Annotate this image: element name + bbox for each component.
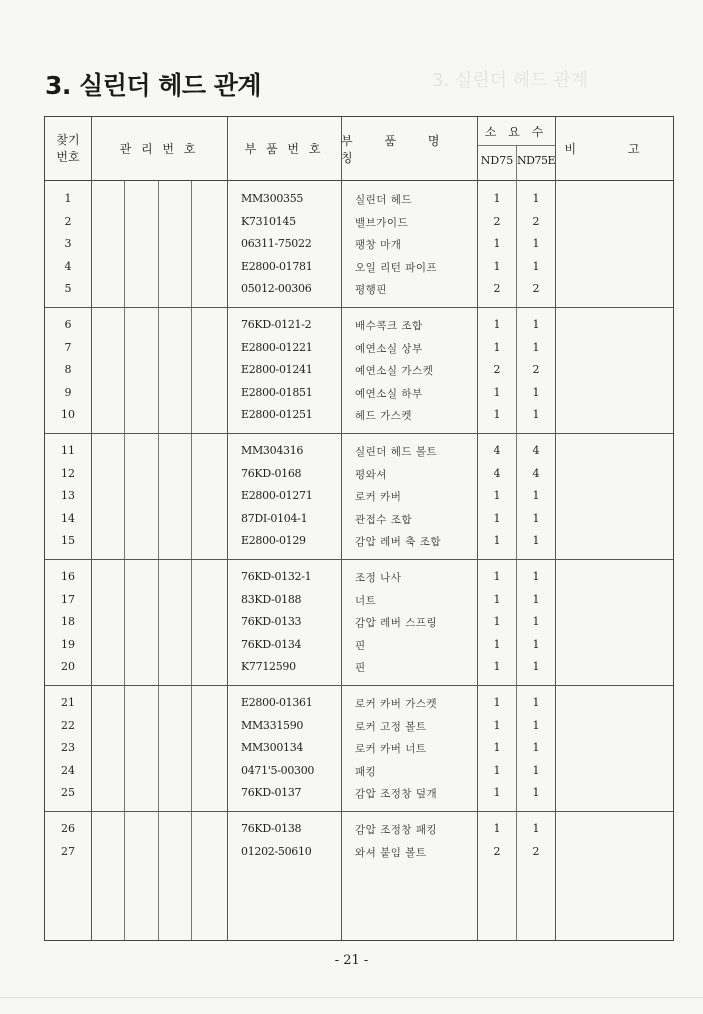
row-qty-nd75e: 1 bbox=[532, 741, 540, 755]
row-part-code: E2800-01241 bbox=[241, 363, 313, 377]
row-part-code: MM331590 bbox=[241, 718, 304, 732]
row-qty-nd75e: 2 bbox=[532, 363, 540, 377]
row-part-name: 배수콕크 조합 bbox=[355, 320, 423, 332]
row-qty-nd75e: 1 bbox=[532, 696, 540, 709]
group-separator bbox=[45, 559, 673, 560]
row-index: 3 bbox=[64, 237, 72, 251]
col-divider bbox=[191, 181, 192, 940]
row-index: 22 bbox=[61, 718, 75, 732]
row-index: 2 bbox=[64, 214, 72, 228]
row-part-code: E2800-01271 bbox=[241, 489, 313, 503]
row-index: 1 bbox=[64, 192, 72, 205]
row-part-name: 너트 bbox=[355, 594, 377, 607]
row-part-name: 감압 조정창 덮개 bbox=[355, 788, 438, 801]
row-qty-nd75: 1 bbox=[493, 741, 501, 755]
row-part-name: 예연소실 하부 bbox=[355, 387, 423, 400]
row-part-name: 실린더 헤드 볼트 bbox=[355, 446, 438, 458]
row-qty-nd75e: 1 bbox=[532, 570, 540, 583]
col-divider bbox=[91, 117, 92, 940]
row-part-code: MM304316 bbox=[241, 444, 304, 457]
row-qty-nd75e: 2 bbox=[532, 214, 540, 228]
row-part-code: K7712590 bbox=[241, 660, 296, 674]
row-qty-nd75e: 4 bbox=[532, 444, 540, 457]
col-divider bbox=[158, 181, 159, 940]
row-qty-nd75: 1 bbox=[493, 534, 501, 548]
row-part-name: 평행핀 bbox=[355, 284, 387, 297]
row-qty-nd75e: 1 bbox=[532, 786, 540, 800]
bleed-through-text: 3. 실린더 헤드 관계 bbox=[432, 70, 589, 91]
row-qty-nd75: 1 bbox=[493, 385, 501, 399]
row-qty-nd75e: 1 bbox=[532, 660, 540, 674]
row-qty-nd75e: 1 bbox=[532, 192, 540, 205]
row-qty-nd75e: 2 bbox=[532, 282, 540, 296]
row-part-name: 예연소실 가스켓 bbox=[355, 365, 434, 378]
row-index: 10 bbox=[61, 408, 75, 422]
table-header bbox=[45, 117, 673, 181]
row-qty-nd75e: 2 bbox=[532, 844, 540, 858]
row-part-name: 로커 고정 볼트 bbox=[355, 720, 427, 733]
row-qty-nd75: 1 bbox=[493, 592, 501, 606]
row-part-name: 예연소실 상부 bbox=[355, 342, 423, 355]
row-part-name: 헤드 가스켓 bbox=[355, 410, 413, 423]
header-part-no: 부 품 번 호 bbox=[244, 142, 324, 156]
row-index: 15 bbox=[61, 534, 75, 548]
header-index-label: 찾기 번호 bbox=[56, 132, 80, 164]
row-qty-nd75: 1 bbox=[493, 822, 501, 835]
row-qty-nd75: 1 bbox=[493, 696, 501, 709]
row-index: 11 bbox=[61, 444, 75, 457]
row-index: 16 bbox=[61, 570, 75, 583]
row-index: 21 bbox=[61, 696, 75, 709]
row-index: 27 bbox=[61, 844, 75, 858]
row-qty-nd75e: 1 bbox=[532, 822, 540, 835]
row-part-code: E2800-01361 bbox=[241, 696, 313, 709]
row-part-name: 로커 카버 가스켓 bbox=[355, 698, 438, 710]
row-index: 19 bbox=[61, 637, 75, 651]
row-index: 9 bbox=[64, 385, 72, 399]
header-part-name: 부 품 명 칭 bbox=[341, 133, 454, 165]
row-qty-nd75: 2 bbox=[493, 844, 501, 858]
header-qty-nd75: ND75 bbox=[480, 154, 514, 167]
row-qty-nd75e: 1 bbox=[532, 259, 540, 273]
row-index: 8 bbox=[64, 363, 72, 377]
row-index: 23 bbox=[61, 741, 75, 755]
row-part-code: K7310145 bbox=[241, 214, 296, 228]
row-index: 6 bbox=[64, 318, 72, 331]
row-qty-nd75: 4 bbox=[493, 444, 501, 457]
row-part-name: 실린더 헤드 bbox=[355, 194, 413, 206]
row-qty-nd75e: 1 bbox=[532, 592, 540, 606]
row-part-code: 76KD-0121-2 bbox=[241, 318, 312, 331]
row-part-name: 패킹 bbox=[355, 765, 377, 778]
row-part-code: 76KD-0138 bbox=[241, 822, 302, 835]
row-index: 24 bbox=[61, 763, 75, 777]
col-divider bbox=[555, 117, 556, 940]
row-part-code: 06311-75022 bbox=[241, 237, 312, 251]
row-part-name: 감압 레버 축 조합 bbox=[355, 536, 442, 549]
row-qty-nd75: 1 bbox=[493, 763, 501, 777]
row-qty-nd75: 1 bbox=[493, 259, 501, 273]
row-qty-nd75: 2 bbox=[493, 282, 501, 296]
col-divider bbox=[341, 117, 342, 940]
row-qty-nd75e: 1 bbox=[532, 385, 540, 399]
row-part-code: 05012-00306 bbox=[241, 282, 312, 296]
col-divider bbox=[477, 117, 478, 940]
row-index: 13 bbox=[61, 489, 75, 503]
row-part-code: MM300355 bbox=[241, 192, 304, 205]
row-part-code: E2800-01221 bbox=[241, 340, 313, 354]
page-number: - 21 - bbox=[334, 953, 369, 968]
row-qty-nd75e: 1 bbox=[532, 615, 540, 629]
row-part-code: 76KD-0168 bbox=[241, 466, 302, 480]
row-qty-nd75e: 4 bbox=[532, 466, 540, 480]
row-part-code: 76KD-0137 bbox=[241, 786, 302, 800]
row-index: 12 bbox=[61, 466, 75, 480]
row-qty-nd75e: 1 bbox=[532, 718, 540, 732]
row-index: 26 bbox=[61, 822, 75, 835]
row-qty-nd75e: 1 bbox=[532, 637, 540, 651]
page-title: 3. 실린더 헤드 관계 bbox=[45, 71, 262, 100]
row-qty-nd75: 1 bbox=[493, 637, 501, 651]
row-qty-nd75: 1 bbox=[493, 489, 501, 503]
row-part-name: 감압 조정창 패킹 bbox=[355, 824, 438, 836]
group-separator bbox=[45, 685, 673, 686]
row-qty-nd75e: 1 bbox=[532, 408, 540, 422]
row-index: 25 bbox=[61, 786, 75, 800]
col-divider bbox=[124, 181, 125, 940]
row-index: 5 bbox=[64, 282, 72, 296]
row-index: 14 bbox=[61, 511, 75, 525]
row-qty-nd75: 1 bbox=[493, 237, 501, 251]
row-part-code: MM300134 bbox=[241, 741, 304, 755]
row-part-name: 오일 리턴 파이프 bbox=[355, 261, 438, 274]
header-index bbox=[45, 117, 91, 180]
row-part-code: 87DI-0104-1 bbox=[241, 511, 308, 525]
row-qty-nd75: 1 bbox=[493, 192, 501, 205]
row-part-name: 로커 카버 bbox=[355, 491, 402, 504]
row-part-name: 와셔 붙임 볼트 bbox=[355, 846, 427, 859]
row-part-code: 0471'5-00300 bbox=[241, 763, 315, 777]
row-part-code: 01202-50610 bbox=[241, 844, 312, 858]
row-qty-nd75: 1 bbox=[493, 786, 501, 800]
row-index: 7 bbox=[64, 340, 72, 354]
row-qty-nd75e: 1 bbox=[532, 489, 540, 503]
row-qty-nd75e: 1 bbox=[532, 763, 540, 777]
row-part-code: 76KD-0133 bbox=[241, 615, 302, 629]
row-qty-nd75: 4 bbox=[493, 466, 501, 480]
group-separator bbox=[45, 307, 673, 308]
row-qty-nd75: 1 bbox=[493, 660, 501, 674]
row-qty-nd75e: 1 bbox=[532, 237, 540, 251]
row-qty-nd75: 2 bbox=[493, 363, 501, 377]
row-part-code: 83KD-0188 bbox=[241, 592, 302, 606]
row-qty-nd75: 2 bbox=[493, 214, 501, 228]
row-qty-nd75: 1 bbox=[493, 340, 501, 354]
row-part-code: E2800-01781 bbox=[241, 259, 313, 273]
row-part-name: 관접수 조합 bbox=[355, 513, 413, 526]
row-part-name: 밸브가이드 bbox=[355, 216, 409, 229]
row-qty-nd75: 1 bbox=[493, 718, 501, 732]
row-qty-nd75e: 1 bbox=[532, 511, 540, 525]
header-remark: 비 고 bbox=[564, 142, 664, 156]
parts-table bbox=[44, 116, 674, 941]
row-qty-nd75: 1 bbox=[493, 511, 501, 525]
row-qty-nd75: 1 bbox=[493, 408, 501, 422]
row-index: 20 bbox=[61, 660, 75, 674]
row-part-name: 핀 bbox=[355, 639, 366, 652]
row-part-code: 76KD-0134 bbox=[241, 637, 302, 651]
row-part-name: 조정 나사 bbox=[355, 572, 402, 584]
row-index: 17 bbox=[61, 592, 75, 606]
row-qty-nd75: 1 bbox=[493, 318, 501, 331]
header-quantity: 소 요 수 bbox=[484, 124, 548, 139]
row-part-code: E2800-01251 bbox=[241, 408, 313, 422]
row-qty-nd75e: 1 bbox=[532, 534, 540, 548]
row-qty-nd75: 1 bbox=[493, 615, 501, 629]
row-part-code: 76KD-0132-1 bbox=[241, 570, 312, 583]
row-part-name: 평와셔 bbox=[355, 468, 387, 481]
col-divider bbox=[516, 145, 517, 940]
header-management-no: 관 리 번 호 bbox=[119, 142, 199, 156]
row-index: 4 bbox=[64, 259, 72, 273]
group-separator bbox=[45, 433, 673, 434]
row-index: 18 bbox=[61, 615, 75, 629]
row-part-name: 로커 카버 너트 bbox=[355, 743, 427, 756]
row-part-name: 팽창 마개 bbox=[355, 239, 402, 252]
group-separator bbox=[45, 811, 673, 812]
row-qty-nd75e: 1 bbox=[532, 340, 540, 354]
row-part-name: 핀 bbox=[355, 662, 366, 675]
page-edge-line bbox=[0, 997, 703, 998]
row-qty-nd75: 1 bbox=[493, 570, 501, 583]
row-part-code: E2800-0129 bbox=[241, 534, 306, 548]
col-divider bbox=[227, 117, 228, 940]
row-part-name: 감압 레버 스프링 bbox=[355, 617, 438, 630]
row-part-code: E2800-01851 bbox=[241, 385, 313, 399]
row-qty-nd75e: 1 bbox=[532, 318, 540, 331]
header-qty-nd75e: ND75E bbox=[517, 154, 555, 167]
